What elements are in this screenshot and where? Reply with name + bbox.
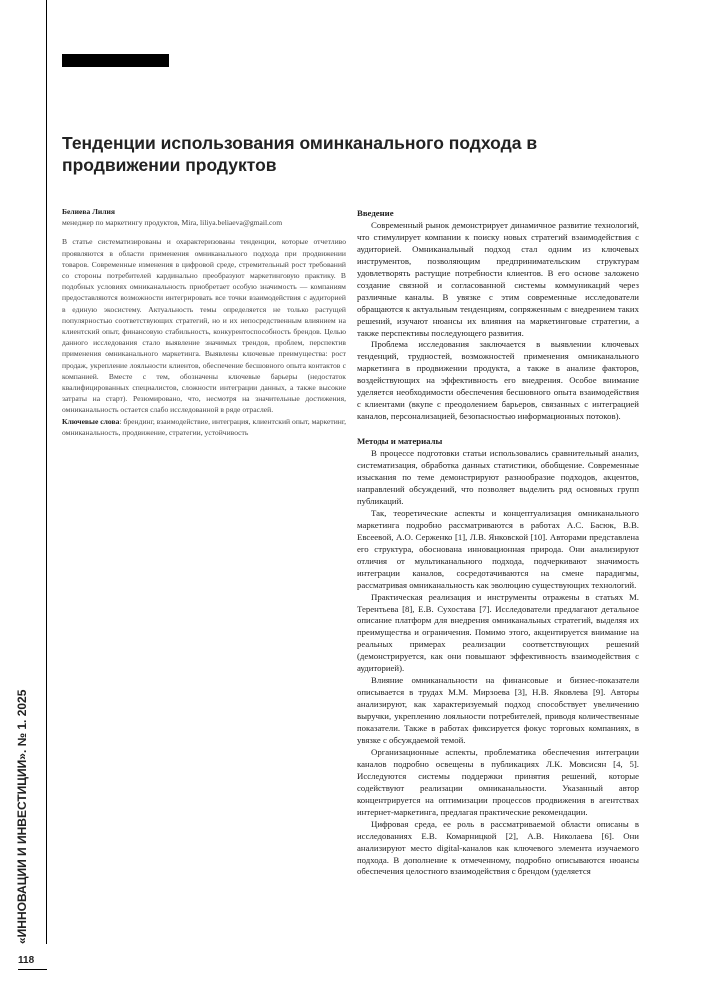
- paragraph: Цифровая среда, ее роль в рассматриваемой области описаны в исследованиях Е.В. Комарницкой [2], А.В. Николаева [6]. Они анализируют место digital-каналов как ключевого элемента изучаемого подхода. В дополнение к отмеченному, подробно описываются нюансы обеспечения целостного взаимодействия с брендом (уделяется: [357, 818, 639, 877]
- journal-name-text: «ИННОВАЦИИ И ИНВЕСТИЦИИ». № 1. 2025: [15, 689, 29, 944]
- paragraph: Проблема исследования заключается в выявлении ключевых тенденций, трудностей, возможностей применения омниканального маркетинга в продвижении продукта, а также в анализе факторов, воздействующих на эффективность его внедрения. Особое внимание уделяется необходимости обеспечения бесшовного опыта взаимодействия с клиентами (вкупе с преодолением барьеров, связанных с интеграцией каналов, персонализацией, безопасностью информационных потоков).: [357, 339, 639, 422]
- abstract: В статье систематизированы и охарактеризованы тенденции, которые отчетливо проявляются в области применения омниканального подхода при продвижении товаров. Современные изменения в цифровой среде, стремительный рост требований со стороны потребителей кардинально преобразуют маркетинговую практику. В подобных условиях омниканальность приобретает особую значимость — компаниям предоставляются возможности интегрировать все точки взаимодействия с аудиторией в единую экосистему. Актуальность темы определяется не только растущей популярностью соответствующих стратегий, но и их непосредственным влиянием на клиентский опыт, финансовую стабильность, конкурентоспособность брендов. Целью данного исследования стало выявление значимых трендов, проблем, перспектив применения омниканального маркетинга. Выявлены ключевые преимущества: рост продаж, укрепление лояльности клиентов, обеспечение бесшовного опыта контактов с компанией. Вместе с тем, обозначены ключевые барьеры (недостаток квалифицированных специалистов, сложности интеграции данных, а также высокие затраты на старт). Резюмировано, что, несмотря на значительные достижения, омниканальность остается слабо исследованной в ряде отраслей.: [62, 237, 346, 415]
- section-heading-introduction: Введение: [357, 208, 394, 218]
- header-bar: [62, 54, 169, 67]
- page-number-rule: [18, 969, 47, 970]
- paragraph: Практическая реализация и инструменты отражены в статьях М. Терентьева [8], Е.В. Сухостава [7]. Исследователи предлагают детальное описание платформ для внедрения омниканальных стратегий, выделяя их преимущества и ограничения. Помимо этого, акцентируется внимание на реальных примерах реализации соответствующих решений (демонстрируется, как они повышают эффективность взаимодействия с аудиторией).: [357, 591, 639, 674]
- keywords-label: Ключевые слова: [62, 416, 120, 426]
- paragraph: Современный рынок демонстрирует динамичное развитие технологий, что стимулирует компании к поиску новых стратегий взаимодействия с аудиторией. Омниканальный подход стал одним из ключевых инструментов, позволяющим предпринимательским структурам удовлетворять растущие потребности клиентов. В его основе заложено создание связной и согласованной системы коммуникаций через различные каналы. В увязке с этим современные исследователи обращаются к актуальным тенденциям, сопряженным с внедрением таких решений, изучают нюансы их влияния на маркетинговые стратегии, а также перспективы последующего развития.: [357, 219, 639, 338]
- article-body: [357, 208, 639, 878]
- paragraph: Так, теоретические аспекты и концептуализация омниканального маркетинга подробно рассматриваются в работах А.С. Басюк, В.В. Евсеевой, А.О. Серженко [1], Л.В. Янковской [10]. Авторами представлена его структура, обоснована инновационная природа. Они анализируют отличия от мультиканального подхода, подчеркивают значимость интеграции каналов, сосредотачиваются на смене парадигмы, рассматривая омниканальность как эволюцию существующих технологий.: [357, 507, 639, 590]
- article-title: Тенденции использования оминканального подхода в продвижении продуктов: [62, 132, 538, 175]
- article-front-matter: [62, 206, 346, 438]
- keywords: [62, 416, 346, 438]
- paragraph: Влияние омниканальности на финансовые и бизнес-показатели описывается в трудах М.М. Мирзоева [3], Н.В. Яковлева [9]. Авторы анализируют, как характеризуемый подход способствует увеличению выручки, укреплению лояльности потребителей, приводя количественные показатели. Также в работах фиксируется фокус торговых компаниях, в увязке с обсуждаемой темой.: [357, 675, 639, 745]
- page-number: 118: [18, 955, 35, 966]
- paragraph: В процессе подготовки статьи использовались сравнительный анализ, систематизация, обработка данных статистики, обобщение. Современные изыскания по теме демонстрируют разнообразие подходов, акцентов, направлений обсуждений, что позволяет выделить ряд основных групп публикаций.: [357, 448, 639, 506]
- keywords-text: : брендинг, взаимодействие, интеграция, клиентский опыт, маркетинг, омниканальность, продвижение, стратегии, устойчивость: [62, 416, 346, 437]
- paragraph: Организационные аспекты, проблематика обеспечения интеграции каналов подробно освещены в публикациях Л.К. Мовсисян [4, 5]. Исследуются системы поддержки принятия решений, которые содействуют реализации омниканальности. Указанный автор концентрируется на оптимизации процессов продвижения в агентствах интернет-маркетинга, предлагая практические рекомендации.: [357, 746, 639, 817]
- author-affiliation: менеджер по маркетингу продуктов, Mira, liliya.beliaeva@gmail.com: [62, 218, 283, 228]
- sidebar-rule: [46, 0, 47, 944]
- section-heading-methods: Методы и материалы: [357, 436, 443, 447]
- author-name: Белиева Лилия: [62, 207, 115, 216]
